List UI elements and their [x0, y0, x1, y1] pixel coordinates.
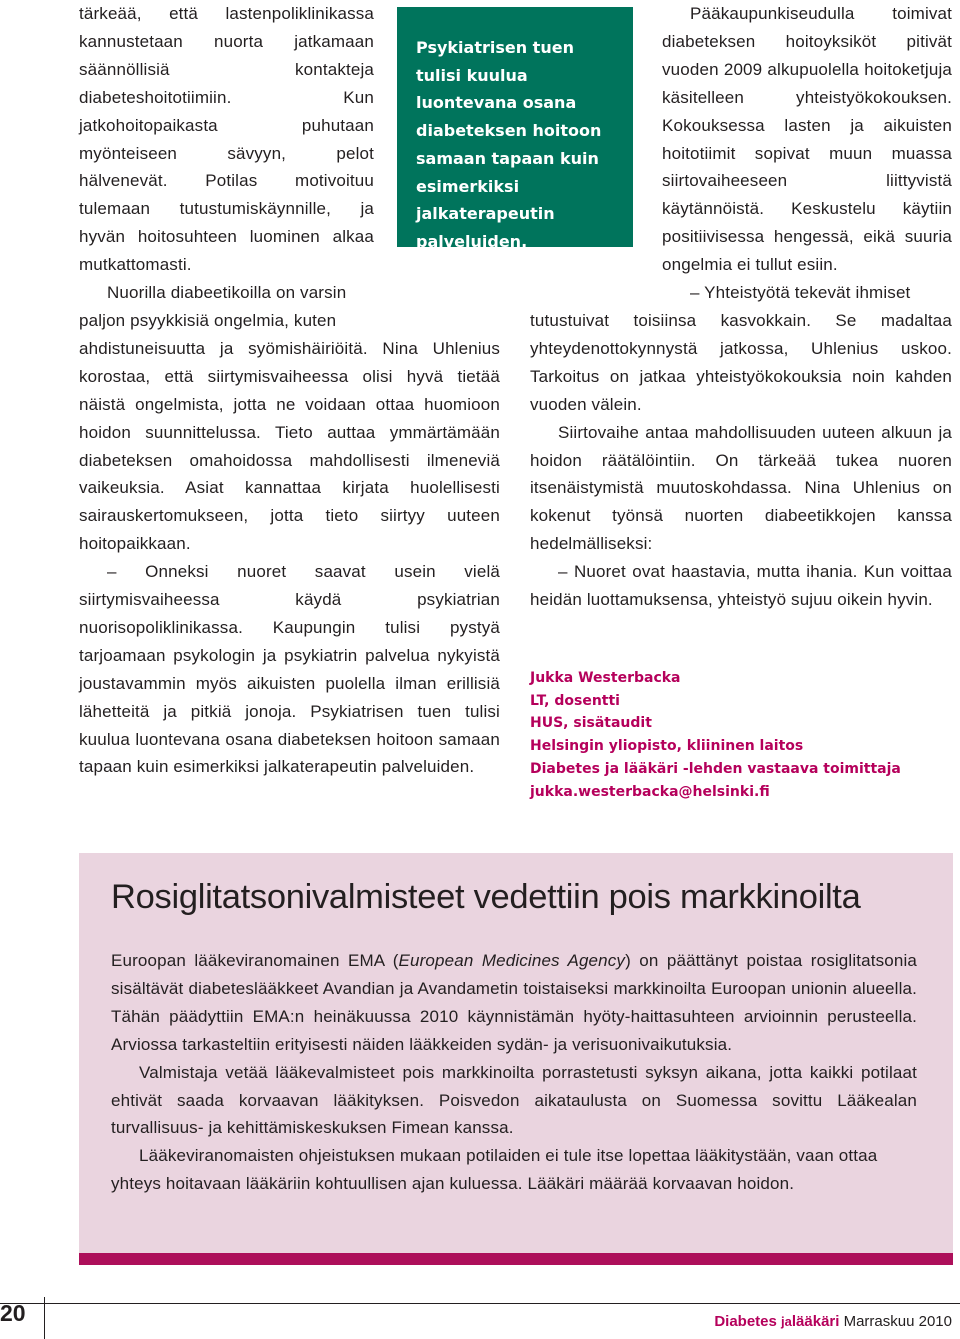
right-column	[530, 0, 952, 614]
news-p1-italic: European Medicines Agency	[398, 951, 626, 970]
footer-rule	[0, 1303, 960, 1304]
author-university: Helsingin yliopisto, kliininen laitos	[530, 738, 804, 755]
right-paragraph-1: Pääkaupunkiseudulla toimivat diabeteksen hoitoyksiköt pitivät vuoden 2009 alkupuolella hoitoketjuja käsitelleen yhteistyökokouksen. Kokouksessa lasten ja aikuisten hoitotiimit sopivat muun muassa siirtovaiheeseen liittyvistä käytännöistä. Keskustelu käytiin positiivisessa hengessä, eikä suuria ongelmia ei tullut esiin.	[662, 4, 952, 275]
brand-laakari: lääkäri	[791, 1313, 840, 1330]
brand-ja: ja	[781, 1314, 792, 1329]
left-paragraph-2a: Nuorilla diabeetikoilla on varsin paljon psyykkisiä ongelmia, kuten	[79, 283, 347, 330]
author-name: Jukka Westerbacka	[530, 670, 681, 686]
author-email[interactable]: jukka.westerbacka@helsinki.fi	[530, 783, 770, 800]
pull-quote-text: Psykiatrisen tuen tulisi kuulua luontevana osana diabeteksen hoitoon samaan tapaan kuin esimerkiksi jalkaterapeutin palveluiden.	[416, 38, 602, 251]
right-paragraph-2a: – Yhteistyötä tekevät ihmiset	[690, 283, 911, 303]
issue-date: Marraskuu 2010	[843, 1313, 952, 1330]
brand-diabetes: Diabetes	[714, 1313, 777, 1330]
left-paragraph-3: – Onneksi nuoret saavat usein vielä siirtymisvaiheessa käydä psykiatrian nuorisopoliklinikassa. Kaupungin tulisi pystyä tarjoamaan psykologin ja psykiatrin palvelua nykyistä joustavammin myös aikuisten puolella ilman erillisiä lähetteitä ja pitkiä jonoja. Psykiatrisen tuen tulisi kuulua luontevana osana diabeteksen hoitoon samaan tapaan kuin esimerkiksi jalkaterapeutin palveluiden.	[79, 562, 500, 777]
news-p1-before: Euroopan lääkeviranomainen EMA (	[111, 951, 399, 970]
news-p1-after: ) on päättänyt poistaa rosiglitatsonia sisältävät diabeteslääkkeet Avandian ja Avandametin toistaiseksi markkinoilta Euroopan unionin alueella. Tähän päädyttiin EMA:n heinäkuussa 2010 käynnistämän hyöty-haittasuhteen arvioinnin perusteella. Arviossa tarkasteltiin erityisesti näiden lääkkeiden sydän- ja verisuonivaikutuksia.	[111, 951, 917, 1054]
author-role: Diabetes ja lääkäri -lehden vastaava toimittaja	[530, 760, 901, 777]
news-box	[79, 853, 953, 1265]
author-title: LT, dosentti	[530, 692, 620, 709]
left-paragraph-2b: ahdistuneisuutta ja syömishäiriöitä. Nina Uhlenius korostaa, että siirtymisvaiheessa olisi hyvä tietää näistä ongelmista, jotta ne voidaan ottaa huomioon hoidon suunnittelussa. Tieto auttaa ymmärtämään diabeteksen omahoidossa mahdollisesti ilmeneviä vaikeuksia. Asiat kannattaa kirjata huolellisesti sairauskertomukseen, jotta tieto siirtyy uuteen hoitopaikkaan.	[79, 338, 500, 554]
author-unit: HUS, sisätaudit	[530, 715, 652, 732]
news-bottom-bar	[79, 1253, 953, 1265]
footer-brand	[714, 1313, 952, 1330]
right-paragraph-3: Siirtovaihe antaa mahdollisuuden uuteen alkuun ja hoidon räätälöintiin. On tärkeää tukea nuoren itsenäistymistä muutoskohdassa. Nina Uhlenius on kokenut työnsä nuorten diabeetikkojen kanssa hedelmälliseksi:	[530, 422, 952, 554]
right-paragraph-2b: tutustuivat toisiinsa kasvokkain. Se madaltaa yhteydenottokynnystä jatkossa, Uhlenius uskoo. Tarkoitus on jatkaa yhteistyökokouksia noin kahden vuoden välein.	[530, 310, 952, 414]
news-paragraph-2: Valmistaja vetää lääkevalmisteet pois markkinoilta porrastetusti syksyn aikana, jotta kaikki potilaat ehtivät saada korvaavan lääkityksen. Poisvedon aikataulusta on Suomessa sovittu Lääkealan turvallisuus- ja kehittämiskeskuksen Fimean kanssa.	[111, 1062, 917, 1138]
news-title: Rosiglitatsonivalmisteet vedettiin pois markkinoilta	[111, 878, 861, 916]
page-number: 20	[0, 1300, 26, 1326]
news-paragraph-3: Lääkeviranomaisten ohjeistuksen mukaan potilaiden ei tule itse lopettaa lääkitystään, vaan ottaa yhteys hoitavaan lääkäriin kohtuullisen ajan kuluessa. Lääkäri määrää korvaavan hoidon.	[111, 1146, 878, 1194]
right-paragraph-4: – Nuoret ovat haastavia, mutta ihania. Kun voittaa heidän luottamuksensa, yhteistyö sujuu oikein hyvin.	[530, 562, 952, 610]
left-paragraph-1: tärkeää, että lastenpoliklinikassa kannustetaan nuorta jatkamaan säännöllisiä kontakteja diabeteshoitotiimiin. Kun jatkohoitopaikasta puhutaan myönteiseen sävyyn, pelot hälvenevät. Potilas motivoituu tulemaan tutustumiskäynnille, ja hyvän hoitosuhteen luominen alkaa mutkattomasti.	[79, 4, 374, 275]
author-signature	[530, 667, 950, 803]
news-body	[111, 947, 917, 1198]
footer-divider	[44, 1297, 45, 1339]
news-paragraph-1	[111, 947, 917, 1059]
